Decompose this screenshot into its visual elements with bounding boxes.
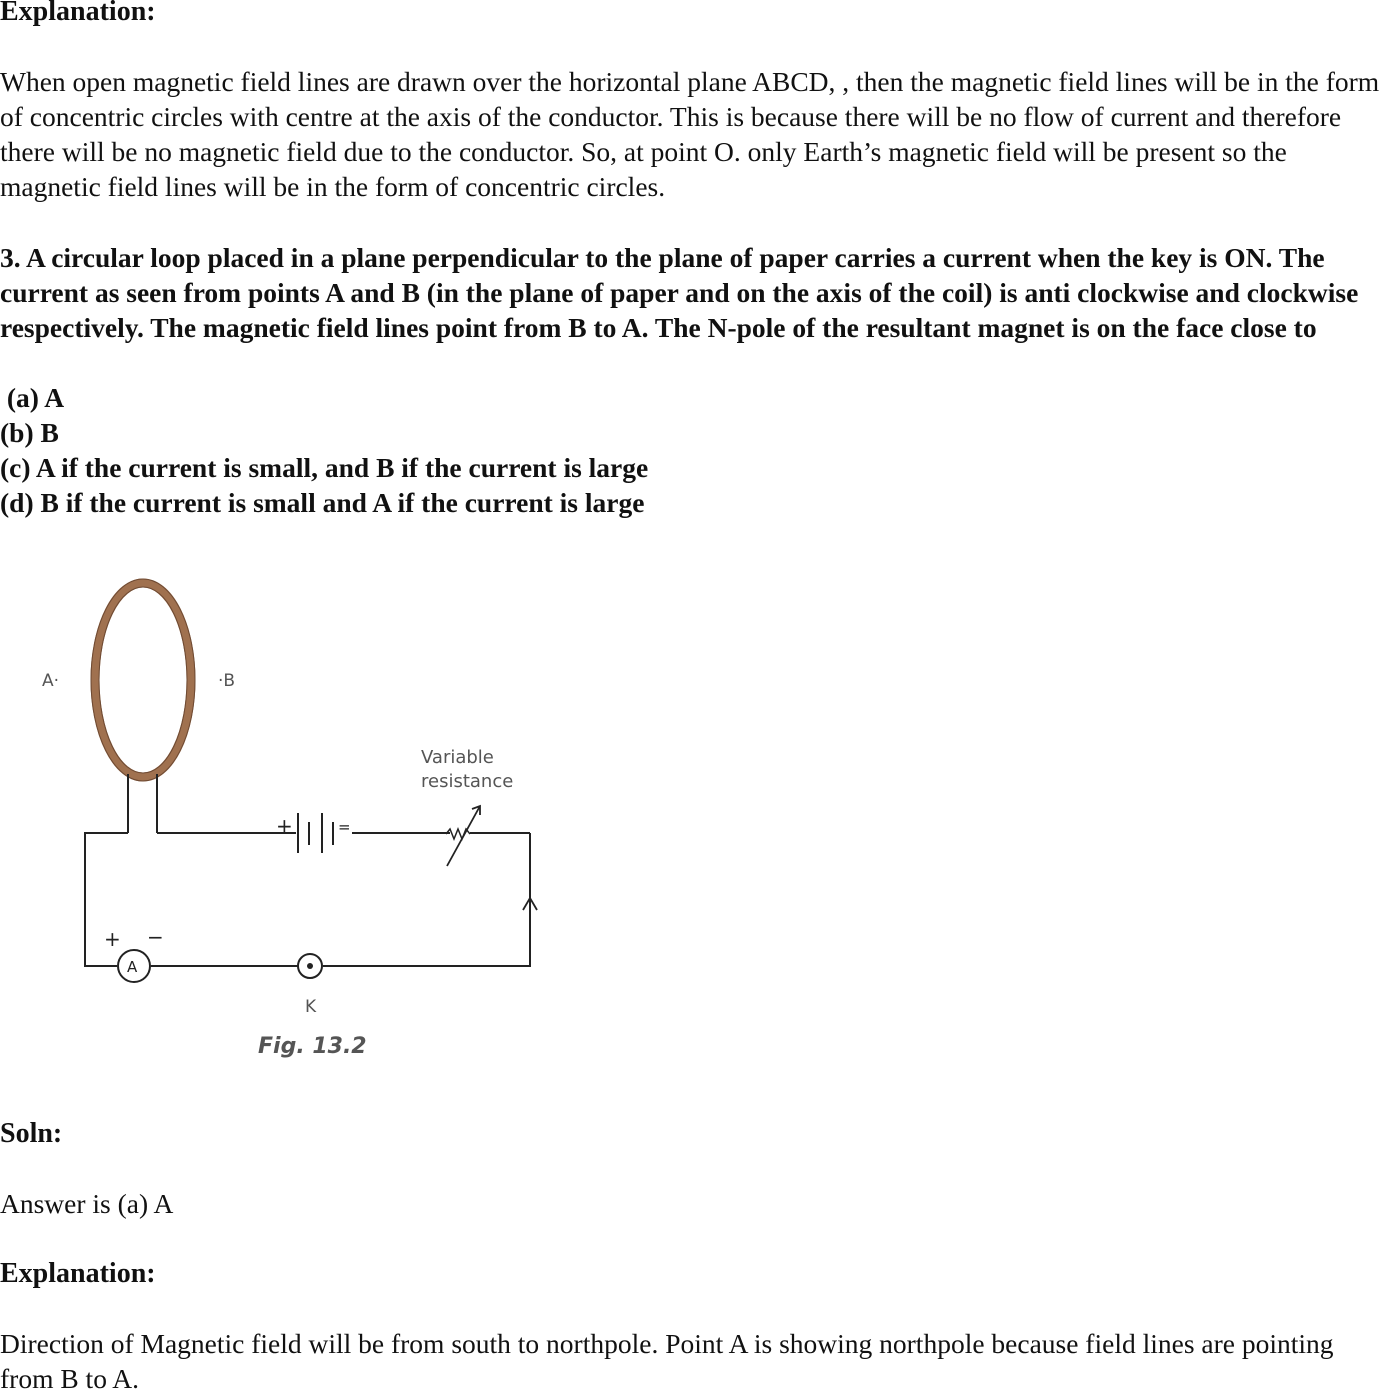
figure-caption: Fig. 13.2 <box>258 1034 367 1059</box>
rheostat-arrow <box>447 806 480 866</box>
solution-heading: Soln: <box>0 1118 63 1149</box>
point-a-label: A· <box>42 671 60 691</box>
explanation-paragraph-2: Direction of Magnetic field will be from south to northpole. Point A is showing northpole because field lines are pointing from B to A. <box>0 1328 1334 1394</box>
option-c: (c) A if the current is small, and B if the current is large <box>0 452 649 483</box>
variable-label-line1: Variable <box>421 747 494 768</box>
variable-label-line2: resistance <box>421 771 514 792</box>
option-a: (a) A <box>0 382 65 413</box>
explanation-paragraph-1: When open magnetic field lines are drawn over the horizontal plane ABCD, , then the magnetic field lines will be in the form of concentric circles with centre at the axis of the conductor. This is because there will be no flow of current and therefore there will be no magnetic field due to the conductor. So, at point O. only Earth’s magnetic field will be present so the magnetic field lines will be in the form of concentric circles. <box>0 66 1380 202</box>
question-3-text: 3. A circular loop placed in a plane perpendicular to the plane of paper carries a current when the key is ON. The current as seen from points A and B (in the plane of paper and on the axis of the coil) is anti clockwise and clockwise respectively. The magnetic field lines point from B to A. The N-pole of the resultant magnet is on the face close to <box>0 242 1359 343</box>
key-label: K <box>305 997 317 1017</box>
option-b: (b) B <box>0 417 59 448</box>
ammeter-minus-sign: − <box>147 925 164 949</box>
circuit-figure <box>0 560 600 1080</box>
battery-minus-sign: = <box>338 818 351 836</box>
ammeter-plus-sign: + <box>104 927 121 951</box>
battery-plus-sign: + <box>276 814 293 838</box>
key-plug-dot <box>307 963 313 969</box>
solution-answer: Answer is (a) A <box>0 1188 174 1219</box>
ammeter-symbol: A <box>127 958 138 976</box>
question-3-options <box>0 380 1389 520</box>
explanation-heading-1: Explanation: <box>0 0 156 27</box>
battery <box>298 813 333 853</box>
option-d: (d) B if the current is small and A if the current is large <box>0 487 645 518</box>
coil-loop <box>95 583 191 777</box>
point-b-label: ·B <box>218 671 236 691</box>
explanation-heading-2: Explanation: <box>0 1258 156 1289</box>
